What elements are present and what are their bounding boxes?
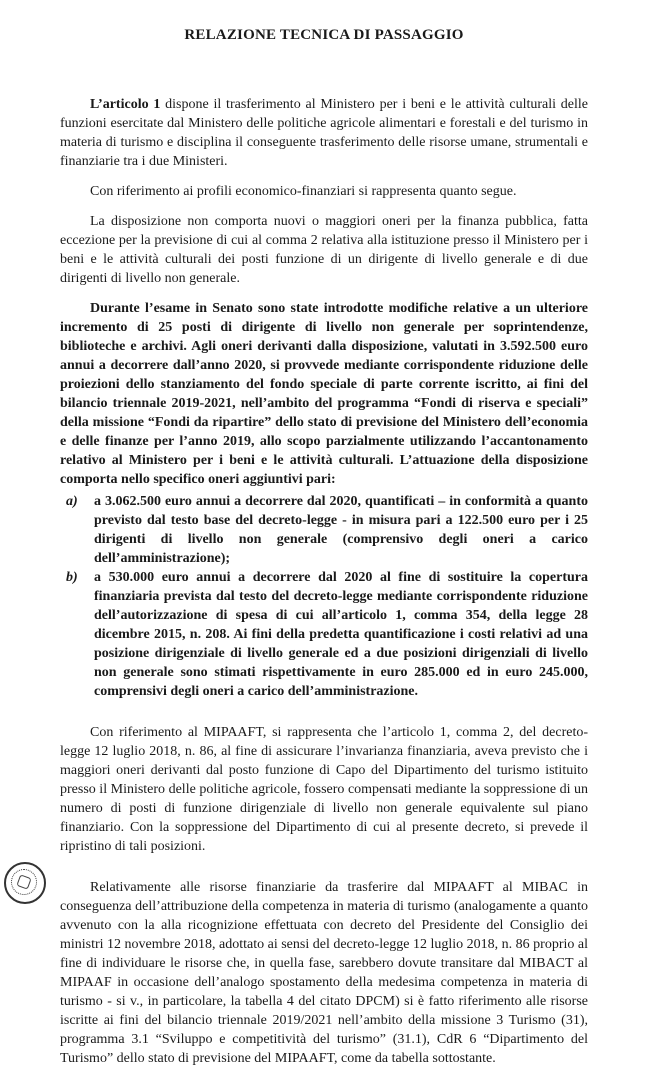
- list-item-label: a): [66, 494, 78, 509]
- charges-list: [60, 492, 588, 701]
- list-item-text: a 3.062.500 euro annui a decorrere dal 2020, quantificati – in conformità a quanto previsto dal testo base del decreto-legge - in misura pari a 122.500 euro per i 25 dirigenti di livello non generale (comprensivo degli oneri a carico dell’amministrazione);: [94, 494, 588, 566]
- paragraph-no-new-charges: La disposizione non comporta nuovi o maggiori oneri per la finanza pubblica, fatta eccezione per la previsione di cui al comma 2 relativa alla istituzione presso il Ministero per i beni e le attività culturali dei posti funzione di un dirigente di livello generale e di due dirigenti di livello non generale.: [60, 214, 588, 286]
- article-reference: L’articolo 1: [90, 97, 161, 112]
- document-page: [60, 26, 588, 1068]
- list-item: [60, 492, 588, 568]
- paragraph-article-1-text: dispone il trasferimento al Ministero per i beni e le attività culturali delle funzioni esercitate dal Ministero delle politiche agricole alimentari e forestali e del turismo in materia di turismo e disciplina il conseguente trasferimento delle risorse umane, strumentali e finanziarie tra i due Ministeri.: [60, 97, 588, 169]
- paragraph-senate-changes: Durante l’esame in Senato sono state introdotte modifiche relative a un ulteriore incremento di 25 posti di dirigente di livello non generale per soprintendenze, biblioteche e archivi. Agli oneri derivanti dalla disposizione, valutati in 3.592.500 euro annui a decorrere dall’anno 2020, si provvede mediante corrispondente riduzione delle proiezioni dello stanziamento del fondo speciale di parte corrente iscritto, ai fini del bilancio triennale 2019-2021, nell’ambito del programma “Fondi di riserva e speciali” della missione “Fondi da ripartire” dello stato di previsione del Ministero dell’economia e delle finanze per l’anno 2019, allo scopo parzialmente utilizzando l’accantonamento relativo al Ministero per i beni e le attività culturali. L’attuazione della disposizione comporta nello specifico oneri aggiuntivi pari:: [60, 301, 588, 487]
- list-item-text: a 530.000 euro annui a decorrere dal 2020 al fine di sostituire la copertura finanziaria prevista dal testo del decreto-legge mediante corrispondente riduzione dell’autorizzazione di spesa di cui all’articolo 1, comma 354, della legge 28 dicembre 2015, n. 208. Ai fini della predetta quantificazione i costi relativi ad una posizione dirigenziale di livello generale ed a due posizioni dirigenziali di livello non generale sono stimati rispettivamente in euro 285.000 ed in euro 245.000, comprensivi degli oneri a carico dell’amministrazione.: [94, 570, 588, 699]
- paragraph-article-1: [60, 95, 588, 171]
- list-item: [60, 568, 588, 701]
- paragraph-economic-profiles: Con riferimento ai profili economico-finanziari si rappresenta quanto segue.: [90, 184, 517, 199]
- paragraph-mipaaft: Con riferimento al MIPAAFT, si rappresenta che l’articolo 1, comma 2, del decreto-legge 12 luglio 2018, n. 86, al fine di assicurare l’invarianza finanziaria, aveva previsto che i maggiori oneri derivanti dal posto funzione di Capo del Dipartimento del turismo istituito presso il Ministero delle politiche agricole, fossero compensati mediante la soppressione di un numero di posti di funzione dirigenziale di livello non generale equivalente sul piano finanziario. Con la soppressione del Dipartimento di cui al presente decreto, si prevede il ripristino di tali posizioni.: [60, 725, 588, 854]
- paragraph-financial-resources: Relativamente alle risorse finanziarie da trasferire dal MIPAAFT al MIBAC in conseguenza dell’attribuzione della competenza in materia di turismo (analogamente a quanto avvenuto con la alla ricognizione effettuata con decreto del Presidente del Consiglio dei ministri 12 novembre 2018, adottato ai sensi del decreto-legge 12 luglio 2018, n. 86 proprio al fine di individuare le risorse che, in quella fase, sarebbero dovute transitare dal MIBACT al MIPAAF in occasione dell’analogo spostamento della medesima competenza in materia di turismo - si v., in particolare, la tabella 4 del citato DPCM) si è fatto riferimento alle risorse iscritte ai fini del bilancio triennale 2019/2021 nell’ambito della missione 3 Turismo (31), programma 3.1 “Sviluppo e competitività del turismo” (31.1), CdR 6 “Dipartimento del Turismo” dello stato di previsione del MIPAAFT, come da tabella sottostante.: [60, 880, 589, 1066]
- seal-icon: [4, 862, 46, 904]
- page-title: RELAZIONE TECNICA DI PASSAGGIO: [184, 27, 464, 43]
- list-item-label: b): [66, 570, 78, 585]
